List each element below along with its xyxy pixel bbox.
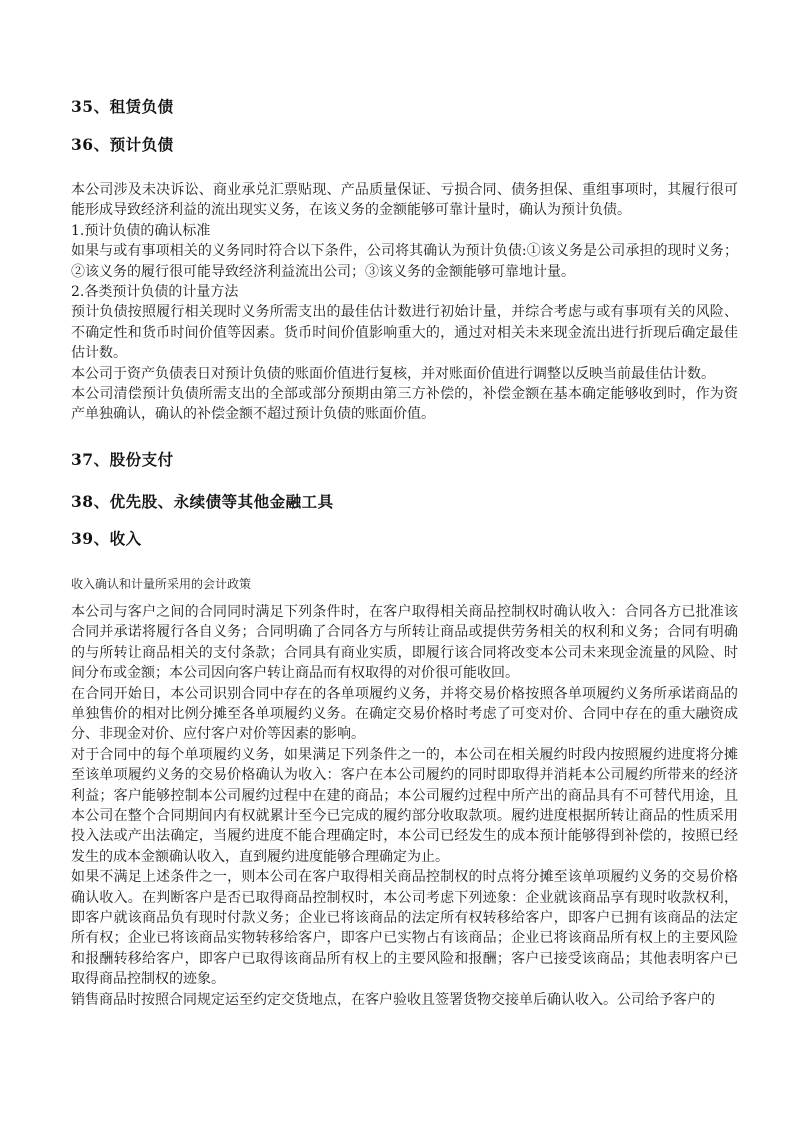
heading-revenue: 39、收入: [71, 528, 142, 548]
para-estimated-liabilities-intro: 本公司涉及未决诉讼、商业承兑汇票贴现、产品质量保证、亏损合同、债务担保、重组事项时，其履行很可能形成导致经济利益的流出现实义务，在该义务的金额能够可靠计量时，确认为预计负债。: [71, 182, 738, 219]
para-revenue-over-time: 对于合同中的每个单项履约义务，如果满足下列条件之一的，本公司在相关履约时段内按照履约进度将分摊至该单项履约义务的交易价格确认为收入：客户在本公司履约的同时即取得并消耗本公司履约所带来的经济利益；客户能够控制本公司履约过程中在建的商品；本公司履约过程中所产出的商品具有不可替代用途，且本公司在整个合同期间内有权就累计至今已完成的履约部分收取款项。履约进度根据所转让商品的性质采用投入法或产出法确定，当履约进度不能合理确定时，本公司已经发生的成本预计能够得到补偿的，按照已经发生的成本金额确认收入，直到履约进度能够合理确定为止。: [71, 746, 738, 865]
para-recognition-criteria: 如果与或有事项相关的义务同时符合以下条件，公司将其确认为预计负债:①该义务是公司承担的现时义务；②该义务的履行很可能导致经济利益流出公司；③该义务的金额能够可靠地计量。: [71, 243, 738, 280]
heading-share-based-payment: 37、股份支付: [71, 449, 174, 469]
para-measurement-method: 预计负债按照履行相关现时义务所需支出的最佳估计数进行初始计量，并综合考虑与或有事项有关的风险、不确定性和货币时间价值等因素。货币时间价值影响重大的，通过对相关未来现金流出进行折现后确定最佳估计数。: [71, 304, 738, 362]
subheading-revenue-accounting-policy: 收入确认和计量所采用的会计政策: [71, 576, 252, 591]
para-third-party-compensation: 本公司清偿预计负债所需支出的全部或部分预期由第三方补偿的，补偿金额在基本确定能够收到时，作为资产单独确认，确认的补偿金额不超过预计负债的账面价值。: [71, 386, 738, 423]
para-balance-sheet-review: 本公司于资产负债表日对预计负债的账面价值进行复核，并对账面价值进行调整以反映当前最佳估计数。: [71, 365, 715, 382]
para-revenue-goods-delivery: 销售商品时按照合同规定运至约定交货地点，在客户验收且签署货物交接单后确认收入。公司给予客户的: [71, 991, 715, 1008]
heading-estimated-liabilities: 36、预计负债: [71, 135, 174, 154]
para-measurement-method-title: 2.各类预计负债的计量方法: [71, 284, 239, 301]
para-recognition-criteria-title: 1.预计负债的确认标准: [71, 222, 211, 239]
para-revenue-transaction-price: 在合同开始日，本公司识别合同中存在的各单项履约义务，并将交易价格按照各单项履约义务所承诺商品的单独售价的相对比例分摊至各单项履约义务。在确定交易价格时考虑了可变对价、合同中存在的重大融资成分、非现金对价、应付客户对价等因素的影响。: [71, 685, 738, 743]
heading-preferred-shares-perpetual-bonds: 38、优先股、永续债等其他金融工具: [71, 491, 334, 511]
para-revenue-contract-conditions: 本公司与客户之间的合同同时满足下列条件时，在客户取得相关商品控制权时确认收入：合同各方已批准该合同并承诺将履行各自义务；合同明确了合同各方与所转让商品或提供劳务相关的权利和义务；合同有明确的与所转让商品相关的支付条款；合同具有商业实质，即履行该合同将改变本公司未来现金流量的风险、时间分布或金额；本公司因向客户转让商品而有权取得的对价很可能收回。: [71, 603, 738, 682]
heading-lease-liabilities: 35、租赁负债: [71, 97, 174, 116]
para-revenue-point-in-time: 如果不满足上述条件之一，则本公司在客户取得相关商品控制权的时点将分摊至该单项履约义务的交易价格确认收入。在判断客户是否已取得商品控制权时，本公司考虑下列迹象：企业就该商品享有现时收款权利，即客户就该商品负有现时付款义务；企业已将该商品的法定所有权转移给客户，即客户已拥有该商品的法定所有权；企业已将该商品实物转移给客户，即客户已实物占有该商品；企业已将该商品所有权上的主要风险和报酬转移给客户，即客户已取得该商品所有权上的主要风险和报酬；客户已接受该商品；其他表明客户已取得商品控制权的迹象。: [71, 869, 738, 988]
